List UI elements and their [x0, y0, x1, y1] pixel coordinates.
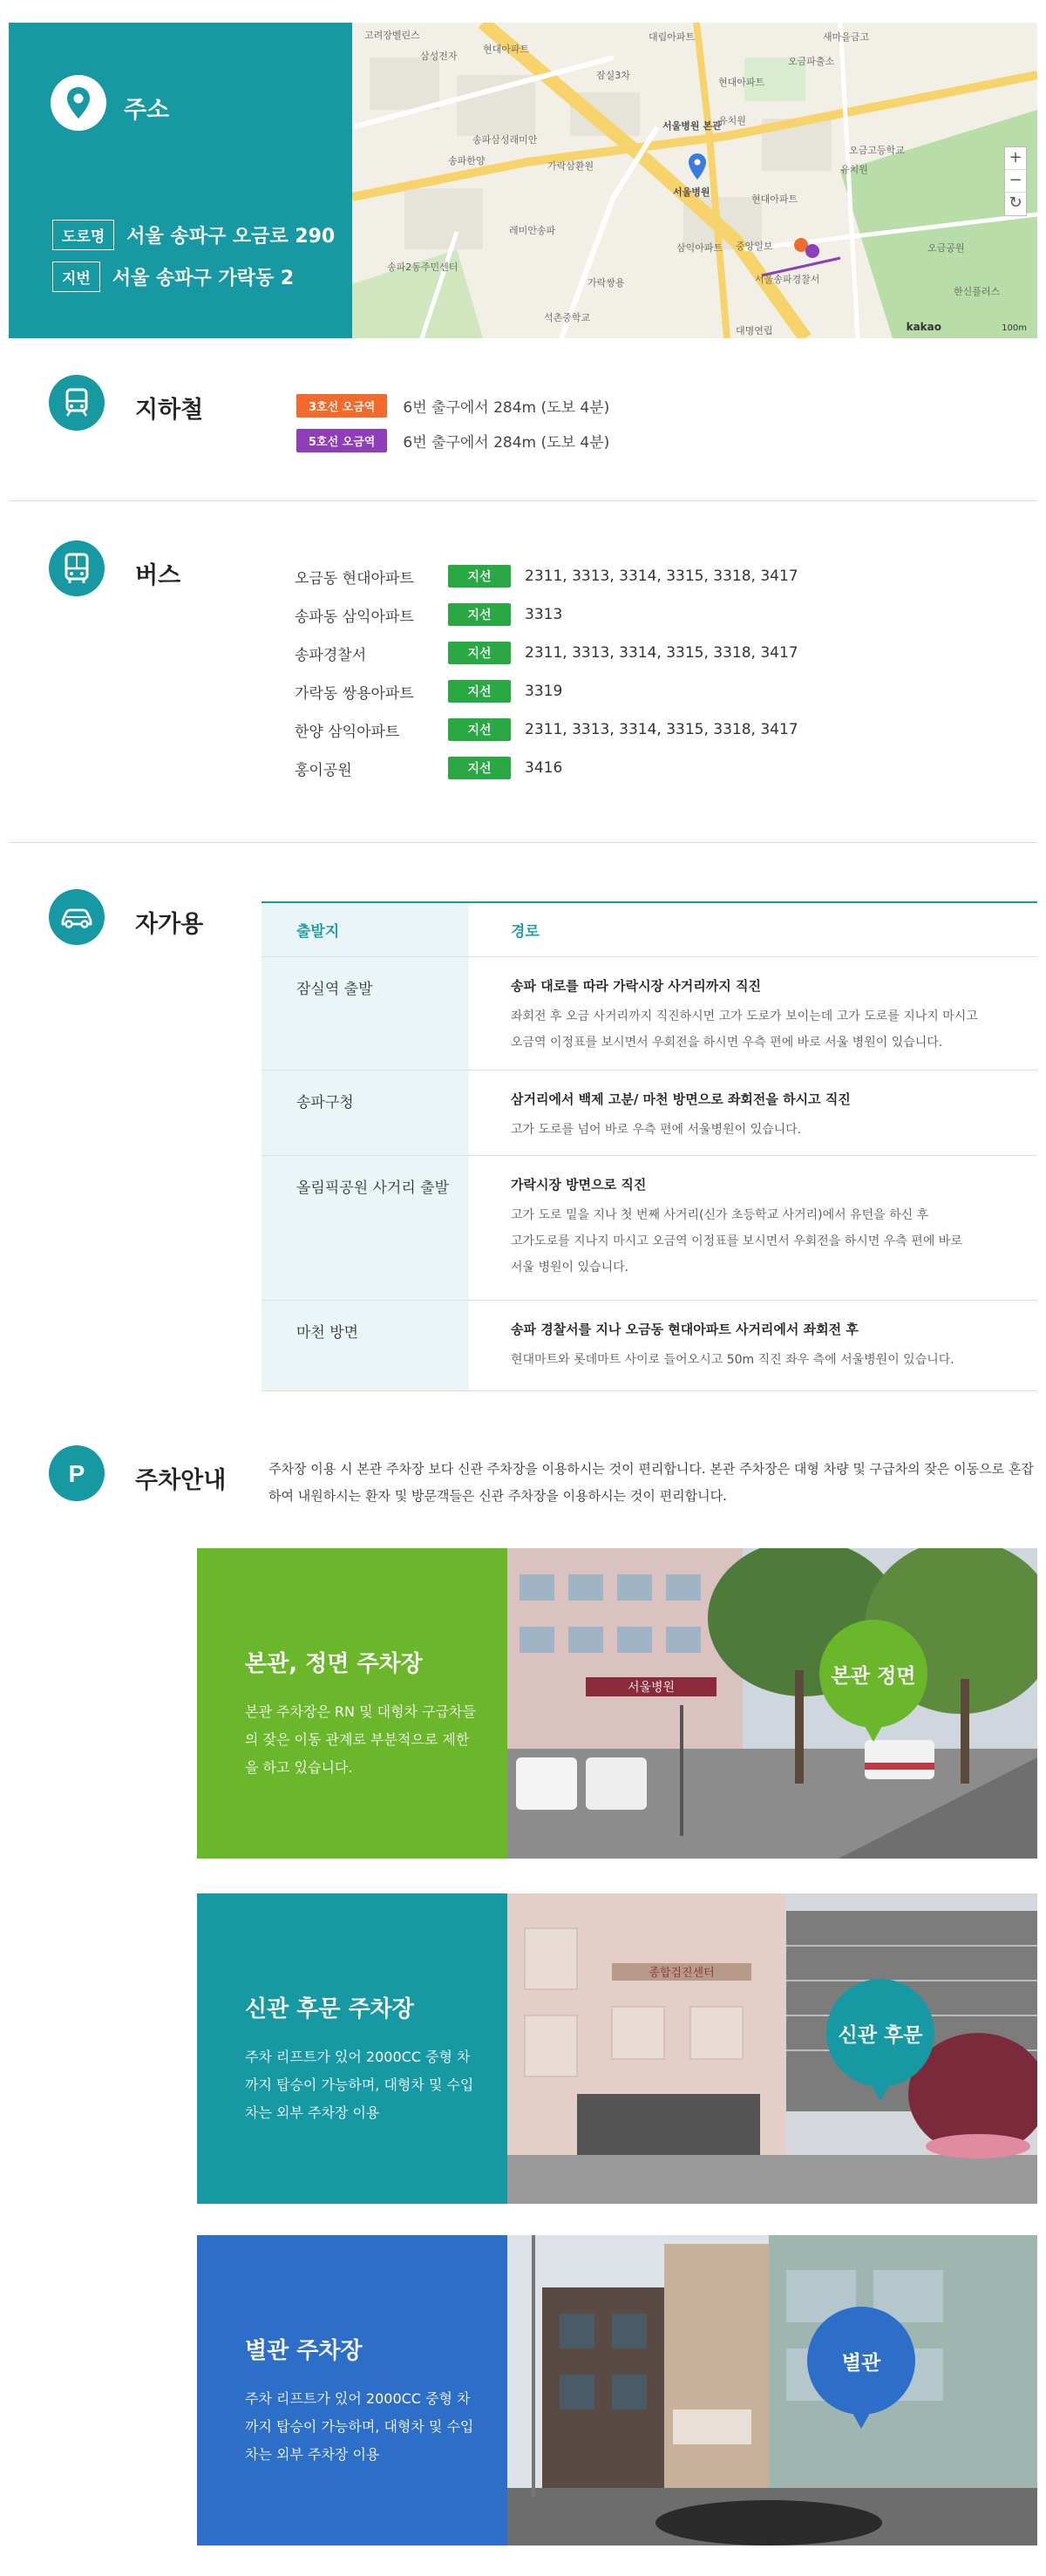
bus-badge: 지선	[448, 718, 511, 741]
bus-lines: 3416	[525, 759, 563, 777]
bus-stop: 한양 삼익아파트	[295, 723, 400, 741]
zoom-in-button[interactable]: +	[1005, 147, 1026, 170]
bus-row	[295, 680, 562, 703]
car-row	[262, 1071, 1037, 1156]
line-badge: 3호선 오금역	[296, 394, 387, 418]
bus-lines: 2311, 3313, 3314, 3315, 3318, 3417	[525, 568, 798, 585]
parking-photo-main	[507, 1548, 1037, 1859]
map-pin-icon	[51, 75, 106, 131]
map-label: 삼익아파트	[676, 242, 723, 254]
parking-card-desc: 주차 리프트가 있어 2000CC 중형 차까지 탑승이 가능하며, 대형차 및 수입차는 외부 주차장 이용	[245, 2049, 474, 2121]
map-label-hospital: 서울병원	[673, 187, 710, 198]
parking-card-info	[197, 2235, 507, 2545]
header-route: 경로	[511, 923, 540, 941]
bus-title: 버스	[135, 562, 181, 589]
subway-desc: 6번 출구에서 284m (도보 4분)	[403, 399, 610, 417]
building-sign: 종합검진센터	[649, 1966, 715, 1979]
car-from: 송파구청	[262, 1071, 469, 1155]
map-label: 레미안송파	[509, 225, 556, 236]
subway-icon	[49, 375, 105, 431]
parking-card	[197, 1548, 1037, 1859]
map-label: 잠실3차	[596, 70, 630, 81]
bus-badge: 지선	[448, 642, 511, 664]
car-from: 마천 방면	[262, 1301, 469, 1390]
address-section	[9, 23, 1037, 338]
map-label: 현대아파트	[718, 77, 765, 88]
map-zoom-controls	[1004, 146, 1027, 216]
bus-row	[295, 642, 798, 664]
car-from: 잠실역 출발	[262, 957, 469, 1070]
map-label: 가락삼환원	[547, 160, 594, 172]
zoom-out-button[interactable]: −	[1005, 170, 1026, 193]
map-label: 대림아파트	[649, 31, 696, 43]
map-label: 오금고등학교	[849, 145, 905, 156]
subway-row	[296, 394, 609, 418]
car-title: 자가용	[135, 911, 204, 938]
address-panel	[9, 23, 352, 338]
lot-address-value: 서울 송파구 가락동 2	[112, 268, 295, 289]
map-label: 한신플러스	[954, 286, 1001, 297]
car-from: 올림픽공원 사거리 출발	[262, 1156, 469, 1300]
road-address-tag: 도로명	[52, 220, 114, 250]
header-from: 출발지	[262, 903, 469, 956]
parking-card-info	[197, 1893, 507, 2204]
bus-stop: 송파동 삼익아파트	[295, 608, 414, 626]
map-label: 삼성전자	[420, 51, 458, 62]
svg-text:P: P	[68, 1460, 85, 1487]
map-label: 대명연립	[736, 325, 773, 336]
map-label: 가락쌍용	[588, 277, 625, 289]
car-route-sub: 서울 병원이 있습니다.	[511, 1261, 629, 1274]
parking-card-info	[197, 1548, 507, 1859]
map-label: 오금파출소	[788, 56, 835, 67]
parking-card	[197, 1893, 1037, 2204]
kakao-logo: kakao	[906, 321, 941, 333]
parking-card-desc: 본관 주차장은 RN 및 대형차 구급차들의 잦은 이동 관계로 부분적으로 제한을 하고 있습니다.	[245, 1703, 476, 1776]
parking-bubble: 본관 정면	[819, 1620, 927, 1728]
bus-lines: 3319	[525, 683, 563, 700]
location-map[interactable]	[352, 23, 1037, 338]
divider	[9, 500, 1037, 501]
parking-bubble: 신관 후문	[826, 1979, 934, 2087]
parking-bubble: 별관	[807, 2307, 915, 2415]
parking-icon	[49, 1445, 105, 1501]
car-route-sub: 고가 도로 밑을 지나 첫 번째 사거리(신가 초등학교 사거리)에서 유턴을 하신 후	[511, 1208, 929, 1222]
subway-title: 지하철	[135, 397, 204, 424]
bus-badge: 지선	[448, 565, 511, 588]
map-label: 유치원	[718, 115, 746, 126]
lot-address-tag: 지번	[52, 262, 100, 292]
map-label-hospital-main: 서울병원 본관	[662, 120, 722, 132]
bus-badge: 지선	[448, 603, 511, 626]
bus-row	[295, 603, 562, 626]
subway-row	[296, 429, 609, 452]
bus-icon	[49, 540, 105, 596]
bus-stop: 홍이공원	[295, 761, 352, 779]
car-route-sub: 고가 도로를 넘어 바로 우측 편에 서울병원이 있습니다.	[511, 1123, 802, 1137]
car-route-sub: 현대마트와 롯데마트 사이로 들어오시고 50m 직진 좌우 측에 서울병원이 있습니다.	[511, 1353, 954, 1367]
line-badge: 5호선 오금역	[296, 429, 387, 452]
map-label: 현대아파트	[483, 44, 530, 55]
car-route-sub: 고가도로를 지나지 마시고 오금역 이정표를 보시면서 우회전을 하시면 우측 편에 바로	[511, 1234, 962, 1248]
car-route-sub: 좌회전 후 오금 사거리까지 직진하시면 고가 도로가 보이는데 고가 도로를 지나지 마시고	[511, 1009, 978, 1023]
car-route-main: 삼거리에서 백제 고분/ 마천 방면으로 좌회전을 하시고 직진	[511, 1091, 851, 1107]
car-row	[262, 1301, 1037, 1391]
car-icon	[49, 889, 105, 945]
car-route-sub: 오금역 이정표를 보시면서 우회전을 하시면 우측 편에 바로 서울 병원이 있습니다.	[511, 1036, 943, 1050]
map-label: 중앙일보	[736, 241, 773, 252]
map-label: 송파2동주민센터	[387, 262, 458, 273]
lot-address-row	[52, 262, 294, 292]
car-row	[262, 957, 1037, 1071]
bus-lines: 2311, 3313, 3314, 3315, 3318, 3417	[525, 721, 798, 738]
parking-photo-annex	[507, 2235, 1037, 2545]
map-label: 오금공원	[927, 242, 965, 254]
bus-badge: 지선	[448, 680, 511, 703]
car-table-header	[262, 903, 1037, 957]
parking-title: 주차안내	[135, 1467, 227, 1494]
map-label: 현대아파트	[751, 194, 798, 205]
car-route-table	[262, 901, 1037, 1391]
map-label: 석촌중학교	[544, 312, 591, 323]
bus-lines: 3313	[525, 606, 563, 623]
car-route-main: 가락시장 방면으로 직진	[511, 1177, 647, 1193]
parking-card-title: 별관 주차장	[245, 2338, 363, 2364]
reset-map-button[interactable]: ↻	[1009, 194, 1022, 212]
map-label: 고려장벨린스	[364, 30, 420, 41]
map-label: 서울송파경찰서	[755, 274, 820, 285]
bus-stop: 오금동 현대아파트	[295, 569, 414, 588]
map-label: 송파한양	[448, 155, 486, 167]
parking-card-desc: 주차 리프트가 있어 2000CC 중형 차까지 탑승이 가능하며, 대형차 및 수입차는 외부 주차장 이용	[245, 2390, 474, 2463]
map-label: 새마을금고	[823, 31, 870, 43]
bus-badge: 지선	[448, 757, 511, 779]
parking-card-title: 신관 후문 주차장	[245, 1996, 414, 2022]
parking-card-title: 본관, 정면 주차장	[245, 1651, 423, 1677]
subway-desc: 6번 출구에서 284m (도보 4분)	[403, 434, 610, 452]
road-address-value: 서울 송파구 오금로 290	[126, 226, 336, 248]
bus-stop: 송파경찰서	[295, 646, 367, 664]
bus-row	[295, 718, 798, 741]
road-address-row	[52, 220, 335, 250]
car-route-main: 송파 대로를 따라 가락시장 사거리까지 직진	[511, 978, 761, 994]
parking-card	[197, 2235, 1037, 2545]
car-route-main: 송파 경찰서를 지나 오금동 현대아파트 사거리에서 좌회전 후	[511, 1322, 859, 1337]
parking-desc: 주차장 이용 시 본관 주차장 보다 신관 주차장을 이용하시는 것이 편리합니다. 본관 주차장은 대형 차량 및 구급차의 잦은 이동으로 혼잡하여 내원하시는 환자 및 방문객들은 신관 주차장을 이용하시는 것이 편리합니다.	[268, 1461, 1034, 1504]
map-scale: 100m	[1002, 323, 1027, 333]
address-title: 주소	[124, 97, 170, 124]
car-row	[262, 1156, 1037, 1301]
bus-row	[295, 565, 798, 588]
bus-lines: 2311, 3313, 3314, 3315, 3318, 3417	[525, 644, 798, 662]
building-sign: 서울병원	[627, 1680, 676, 1694]
parking-photo-new	[507, 1893, 1037, 2204]
divider	[9, 842, 1037, 843]
map-label: 유치원	[840, 164, 868, 175]
bus-row	[295, 757, 562, 779]
bus-stop: 가락동 쌍용아파트	[295, 684, 414, 703]
map-label: 송파삼성래미안	[472, 134, 538, 146]
